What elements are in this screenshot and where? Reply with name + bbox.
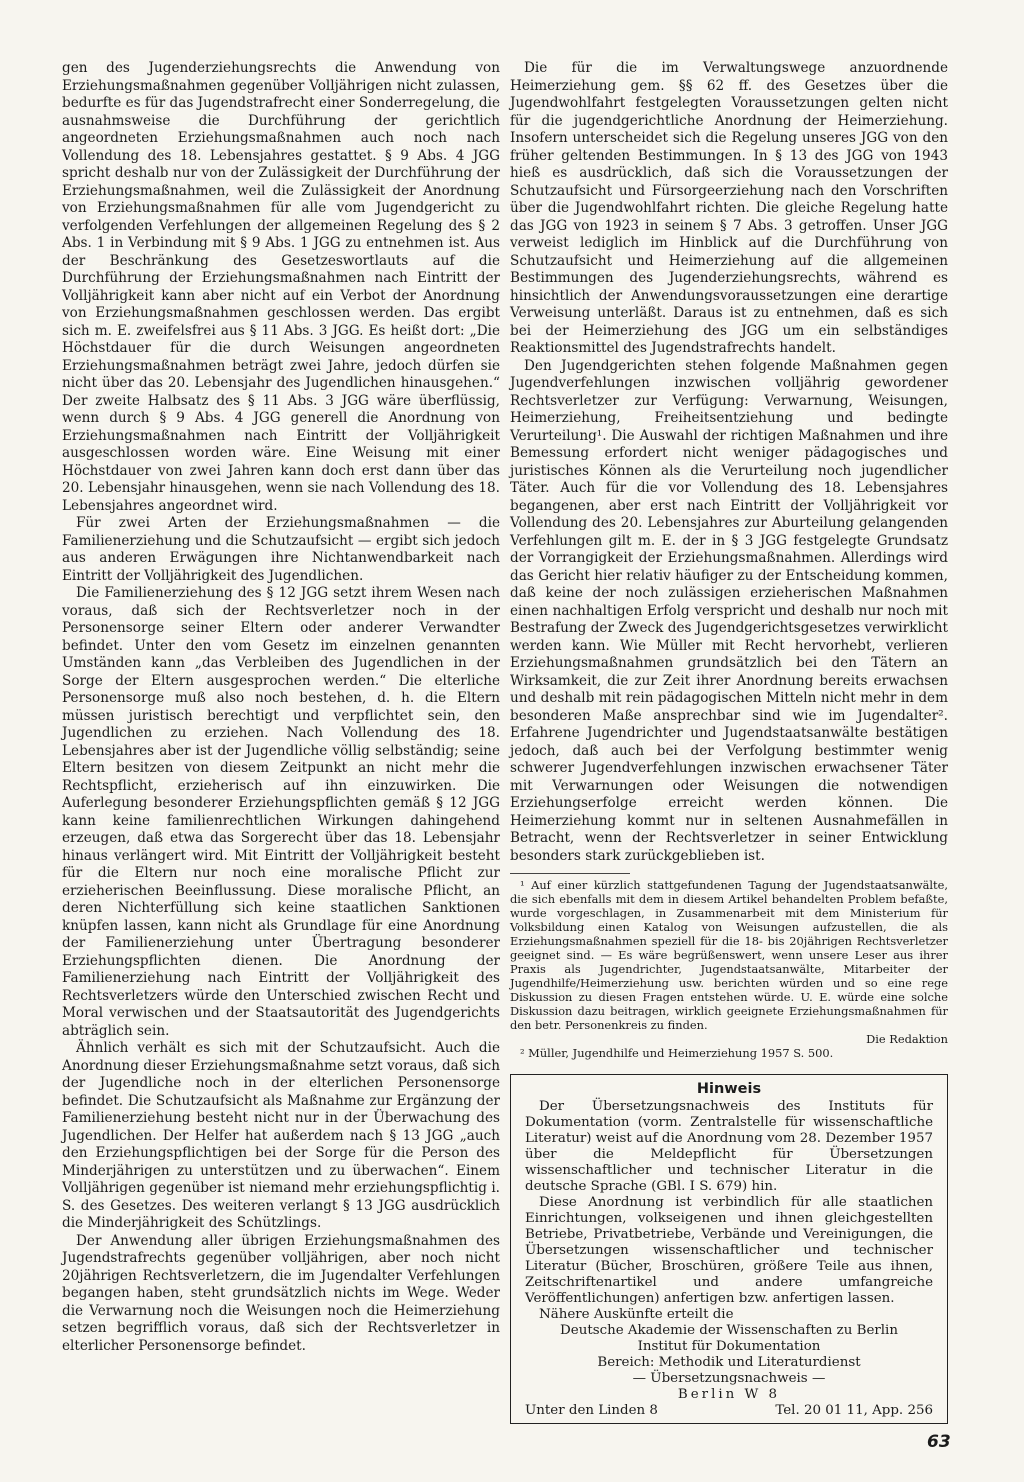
notice-address [525, 1403, 933, 1419]
footnote-2: ² Müller, Jugendhilfe und Heimerziehung 1957 S. 500. [520, 1046, 834, 1060]
paragraph: Ähnlich verhält es sich mit der Schutzaufsicht. Auch die Anordnung dieser Erziehungsmaßnahme setzt voraus, daß sich der Jugendliche noch in der elterlichen Personensorge befindet. Die Schutzaufsicht als Maßnahme zur Ergänzung der Familienerziehung besteht nicht nur in der Überwachung des Jugendlichen. Der Helfer hat außerdem nach § 13 JGG „auch den Erziehungspflichtigen bei der Sorge für die Person des Minderjährigen zu unterstützen und zu überwachen“. Einem Volljährigen gegenüber ist niemand mehr erziehungspflichtig i. S. des Gesetzes. Des weiteren verlangt § 13 JGG ausdrücklich die Minderjährigkeit des Schützlings. [62, 1040, 500, 1231]
footnote-rule [510, 873, 630, 874]
paragraph: Den Jugendgerichten stehen folgende Maßnahmen gegen Jugendverfehlungen inzwischen volljährig gewordener Rechtsverletzer zur Verfügung: Verwarnung, Weisungen, Heimerziehung, Freiheitsentziehung und bedingte Verurteilung¹. Die Auswahl der richtigen Maßnahmen und ihre Bemessung erfordert nicht weniger pädagogisches und juristisches Können als die Verurteilung noch jugendlicher Täter. Auch für die vor Vollendung des 18. Lebensjahres begangenen, aber erst nach Eintritt der Volljährigkeit vor Vollendung des 20. Lebensjahres zur Aburteilung gelangenden Verfehlungen gilt m. E. der in § 3 JGG festgelegte Grundsatz der Vorrangigkeit der Erziehungsmaßnahmen. Allerdings wird das Gericht hier relativ häufiger zu der Entscheidung kommen, daß keine der noch zulässigen erzieherischen Maßnahmen einen nachhaltigen Erfolg verspricht und deshalb nur noch mit Bestrafung der Zweck des Jugendgerichtsgesetzes verwirklicht werden kann. Wie Müller mit Recht hervorhebt, verlieren Erziehungsmaßnahmen grundsätzlich bei den Tätern an Wirksamkeit, die zur Zeit ihrer Anordnung bereits erwachsen und deshalb mit rein pädagogischen Mitteln nicht mehr in dem besonderen Maße ansprechbar sind wie im Jugendalter². Erfahrene Jugendrichter und Jugendstaatsanwälte bestätigen jedoch, daß auch bei der Verfolgung bestimmter wenig schwerer Jugendverfehlungen inzwischen erwachsener Täter mit Verwarnungen oder Weisungen die notwendigen Erziehungserfolge erreicht werden können. Die Heimerziehung kommt nur in seltenen Ausnahmefällen in Betracht, wenn der Rechtsverletzer in seiner Entwicklung besonders stark zurückgeblieben ist. [510, 357, 948, 864]
notice-line: Institut für Dokumentation [637, 1339, 821, 1354]
notice-line: — Übersetzungsnachweis — [632, 1371, 826, 1386]
paragraph: gen des Jugenderziehungsrechts die Anwendung von Erziehungsmaßnahmen gegenüber Volljährigen nicht zulassen, bedurfte es für das Jugendstrafrecht einer Sonderregelung, die ausnahmsweise die Durchführung der gerichtlich angeordneten Erziehungsmaßnahmen auch noch nach Vollendung des 18. Lebensjahres gestattet. § 9 Abs. 4 JGG spricht deshalb nur von der Zulässigkeit der Durchführung der Erziehungsmaßnahmen, weil die Zulässigkeit der Anordnung von Erziehungsmaßnahmen für alle vom Jugendgericht zu verfolgenden Verfehlungen der allgemeinen Regelung des § 2 Abs. 1 in Verbindung mit § 9 Abs. 1 JGG zu entnehmen ist. Aus der Beschränkung des Gesetzeswortlauts auf die Durchführung der Erziehungsmaßnahmen nach Eintritt der Volljährigkeit kann aber nicht auf ein Verbot der Anordnung von Erziehungsmaßnahmen geschlossen werden. Das ergibt sich m. E. zweifelsfrei aus § 11 Abs. 3 JGG. Es heißt dort: „Die Höchstdauer für die durch Weisungen angeordneten Erziehungsmaßnahmen beträgt zwei Jahre, jedoch dürfen sie nicht über das 20. Lebensjahr des Jugendlichen hinausgehen.“ Der zweite Halbsatz des § 11 Abs. 3 JGG wäre überflüssig, wenn durch § 9 Abs. 4 JGG generell die Anordnung von Erziehungsmaßnahmen nach Eintritt der Volljährigkeit ausgeschlossen worden wäre. Eine Weisung mit einer Höchstdauer von zwei Jahren kann doch erst dann über das 20. Lebensjahr hinausgehen, wenn sie nach Vollendung des 18. Lebensjahres angeordnet wird. [62, 60, 500, 514]
notice-box [510, 1074, 948, 1424]
footnotes [510, 878, 948, 1060]
paragraph: Die Familienerziehung des § 12 JGG setzt ihrem Wesen nach voraus, daß sich der Rechtsverletzer noch in der Personensorge seiner Eltern oder anderer Verwandter befindet. Unter den vom Gesetz im einzelnen genannten Umständen kann „das Verbleiben des Jugendlichen in der Sorge der Eltern ausgesprochen werden.“ Die elterliche Personensorge muß also noch bestehen, d. h. die Eltern müssen juristisch berechtigt und verpflichtet sein, den Jugendlichen zu erziehen. Nach Vollendung des 18. Lebensjahres aber ist der Jugendliche völlig selbständig; seine Eltern besitzen von diesem Zeitpunkt an nicht mehr die Rechtspflicht, erzieherisch auf ihn einzuwirken. Die Auferlegung besonderer Erziehungspflichten gemäß § 12 JGG kann keine familienrechtlichen Wirkungen dahingehend erzeugen, daß etwa das Sorgerecht über das 18. Lebensjahr hinaus verlängert wird. Mit Eintritt der Volljährigkeit besteht für die Eltern nur noch eine moralische Pflicht zur erzieherischen Beeinflussung. Diese moralische Pflicht, an deren Nichterfüllung sich keine staatlichen Sanktionen knüpfen lassen, kann nicht als Grundlage für eine Anordnung der Familienerziehung unter Übertragung besonderer Erziehungspflichten dienen. Die Anordnung der Familienerziehung nach Eintritt der Volljährigkeit des Rechtsverletzers würde den Unterschied zwischen Recht und Moral verwischen und der Staatsautorität des Jugendgerichts abträglich sein. [62, 585, 500, 1039]
left-column [62, 60, 500, 1355]
footnote-1: ¹ Auf einer kürzlich stattgefundenen Tagung der Jugendstaatsanwälte, die sich ebenfalls mit dem in diesem Artikel behandelten Problem befaßte, wurde vorgeschlagen, in Zusammenarbeit mit dem Ministerium für Volksbildung einen Katalog von Weisungen aufzustellen, die als Erziehungsmaßnahmen speziell für die 18- bis 20jährigen Rechtsverletzer geeignet sind. — Es wäre begrüßenswert, wenn unsere Leser aus ihrer Praxis als Jugendrichter, Jugendstaatsanwälte, Mitarbeiter der Jugendhilfe/Heimerziehung usw. berichten würden und so eine rege Diskussion zu diesen Fragen entstehen würde. U. E. würde eine solche Diskussion dazu beitragen, wirklich geeignete Erziehungsmaßnahmen für den betr. Personenkreis zu finden. [510, 878, 948, 1032]
notice-paragraph: Der Übersetzungsnachweis des Instituts für Dokumentation (vorm. Zentralstelle für wissenschaftliche Literatur) weist auf die Anordnung vom 28. Dezember 1957 über die Meldepflicht für Übersetzungen wissenschaftlicher und technischer Literatur in die deutsche Sprache (GBl. I S. 679) hin. [525, 1099, 933, 1194]
page-number: 63 [927, 1432, 951, 1452]
notice-paragraph: Nähere Auskünfte erteilt die [539, 1307, 734, 1322]
notice-phone: Tel. 20 01 11, App. 256 [775, 1403, 933, 1418]
notice-line: Deutsche Akademie der Wissenschaften zu Berlin [560, 1323, 898, 1338]
notice-paragraph: Diese Anordnung ist verbindlich für alle staatlichen Einrichtungen, volkseigenen und ihnen gleichgestellten Betriebe, Privatbetriebe, Verbände und Vereinigungen, die Übersetzungen wissenschaftlicher und technischer Literatur (Bücher, Broschüren, größere Teile aus ihnen, Zeitschriftenartikel und andere umfangreiche Veröffentlichungen) anfertigen bzw. anfertigen lassen. [525, 1195, 933, 1306]
paragraph: Der Anwendung aller übrigen Erziehungsmaßnahmen des Jugendstrafrechts gegenüber volljährigen, aber noch nicht 20jährigen Rechtsverletzern, die im Jugendalter Verfehlungen begangen haben, steht grundsätzlich nichts im Wege. Weder die Verwarnung noch die Weisungen noch die Heimerziehung setzen begrifflich voraus, daß sich der Rechtsverletzer in elterlicher Personensorge befindet. [62, 1232, 500, 1354]
notice-title: Hinweis [696, 1081, 762, 1097]
right-column [510, 60, 948, 1424]
paragraph: Die für die im Verwaltungswege anzuordnende Heimerziehung gem. §§ 62 ff. des Gesetzes über die Jugendwohlfahrt festgelegten Voraussetzungen gelten nicht für die jugendgerichtliche Anordnung der Heimerziehung. Insofern unterscheidet sich die Regelung unseres JGG von den früher geltenden Bestimmungen. In § 13 des JGG von 1943 hieß es ausdrücklich, daß sich die Voraussetzungen der Schutzaufsicht und Fürsorgeerziehung nach den Vorschriften über die Jugendwohlfahrt richten. Die gleiche Regelung hatte das JGG von 1923 in seinem § 7 Abs. 3 getroffen. Unser JGG verweist lediglich im Hinblick auf die Durchführung von Schutzaufsicht und Heimerziehung auf die allgemeinen Bestimmungen des Jugenderziehungsrechts, während es hinsichtlich der Anwendungsvoraussetzungen eine derartige Verweisung unterläßt. Daraus ist zu entnehmen, daß es sich bei der Heimerziehung des JGG um ein selbständiges Reaktionsmittel des Jugendstrafrechts handelt. [510, 60, 948, 356]
footnote-signature: Die Redaktion [866, 1032, 948, 1046]
notice-line: Bereich: Methodik und Literaturdienst [597, 1355, 861, 1370]
paragraph: Für zwei Arten der Erziehungsmaßnahmen — die Familienerziehung und die Schutzaufsicht — ergibt sich jedoch aus anderen Erwägungen ihre Nichtanwendbarkeit nach Eintritt der Volljährigkeit des Jugendlichen. [62, 515, 500, 584]
notice-street: Unter den Linden 8 [525, 1403, 658, 1418]
notice-city: Berlin W 8 [677, 1387, 781, 1402]
